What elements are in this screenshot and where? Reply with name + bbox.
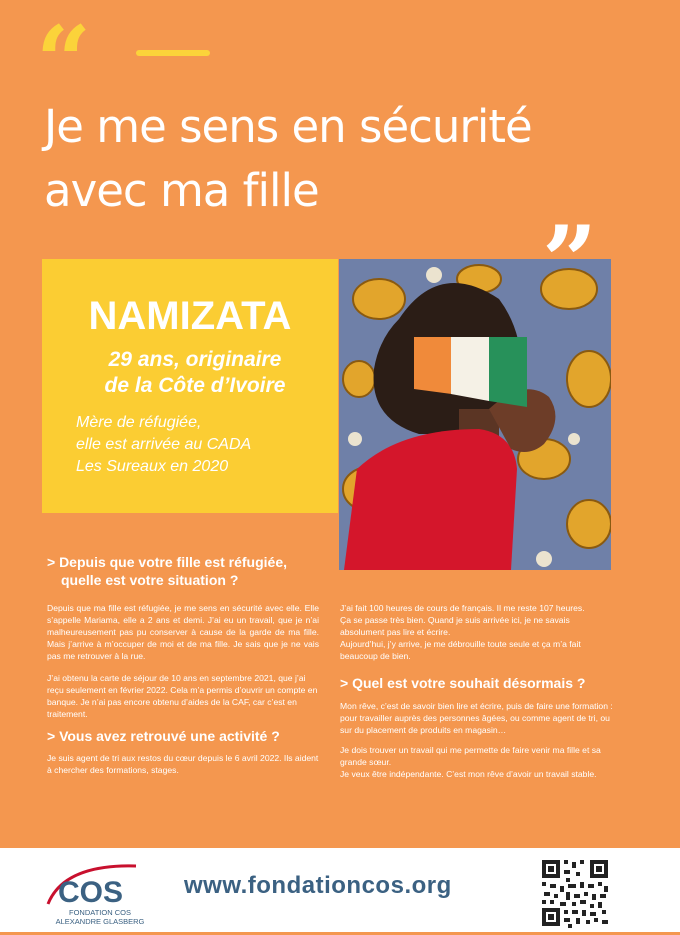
cos-logo-subtitle-2: ALEXANDRE GLASBERG — [55, 917, 145, 926]
person-description — [76, 412, 326, 478]
question-situation — [47, 553, 337, 589]
person-origin — [60, 347, 330, 399]
answer-courses-line-2: Ça se passe très bien. Quand je suis arrivée ici, je ne savais absolument pas lire et écrire. — [340, 615, 570, 637]
profile-box — [42, 259, 338, 513]
answer-courses — [340, 602, 615, 662]
headline — [44, 95, 664, 223]
answer-wish-paragraph-1: Mon rêve, c’est de savoir bien lire et écrire, puis de faire une formation : pour travailler auprès des personnes âgées, ou comme agent de tri, ou sur du placement de produits en magasin… — [340, 701, 613, 735]
cos-logo — [44, 860, 156, 926]
website-link[interactable]: www.fondationcos.org — [184, 872, 452, 899]
qr-code-icon[interactable] — [538, 856, 612, 930]
description-line-3: Les Sureaux en 2020 — [76, 458, 229, 475]
quote-dash-decoration — [136, 50, 210, 56]
origin-line-2: de la Côte d’Ivoire — [104, 374, 286, 397]
cos-logo-text: COS — [58, 876, 124, 909]
footer — [0, 848, 680, 932]
person-name: NAMIZATA — [88, 294, 292, 338]
question-activity: > Vous avez retrouvé une activité ? — [47, 728, 280, 744]
answer-courses-line-1: J’ai fait 100 heures de cours de français. Il me reste 107 heures. — [340, 603, 585, 613]
headline-line-1: Je me sens en sécurité — [44, 100, 532, 153]
description-line-2: elle est arrivée au CADA — [76, 436, 252, 453]
cos-logo-subtitle-1: FONDATION COS — [69, 908, 131, 917]
headline-line-2: avec ma fille — [44, 164, 319, 217]
qr-code-graphic — [538, 856, 612, 930]
question-wish: > Quel est votre souhait désormais ? — [340, 675, 586, 691]
cos-logo-graphic — [44, 860, 156, 926]
portrait-illustration — [339, 259, 611, 570]
answer-situation-paragraph-1: Depuis que ma fille est réfugiée, je me sens en sécurité avec elle. Elle s’appelle Mariama, elle a 2 ans et demi. J’ai eu un travail, que je n’ai malheureusement pas pu conserver à cause de la garde de ma fille. Mais j’arrive à m’occuper de moi et de ma fille. Je sais que je ne vais pas me retrouver à la rue. — [47, 603, 319, 661]
description-line-1: Mère de réfugiée, — [76, 414, 202, 431]
answer-wish-line-2: Je veux être indépendante. C’est mon rêve d’avoir un travail stable. — [340, 769, 597, 779]
answer-situation-paragraph-2: J’ai obtenu la carte de séjour de 10 ans en septembre 2021, que j’ai reçu seulement en février 2022. Cela m’a permis d’ouvrir un compte en banque. Je n’ai pas encore obtenu d’aides de la CAF, car c’est en traitement. — [47, 673, 318, 719]
answer-activity: Je suis agent de tri aux restos du cœur depuis le 6 avril 2022. Ils aident à chercher des formations, stages. — [47, 753, 319, 775]
answer-wish-paragraph-2 — [340, 744, 615, 780]
origin-line-1: 29 ans, originaire — [108, 348, 282, 371]
question-situation-line-1: > Depuis que votre fille est réfugiée, — [47, 554, 288, 570]
answer-courses-line-3: Aujourd’hui, j’y arrive, je me débrouille toute seule et ça m’a fait beaucoup de bien. — [340, 639, 581, 661]
question-situation-line-2: quelle est votre situation ? — [61, 572, 239, 588]
opening-quote-mark: “ — [36, 5, 92, 118]
portrait-photo — [339, 259, 611, 570]
answer-wish-line-1: Je dois trouver un travail qui me permette de faire venir ma fille et sa grande sœur. — [340, 745, 601, 767]
